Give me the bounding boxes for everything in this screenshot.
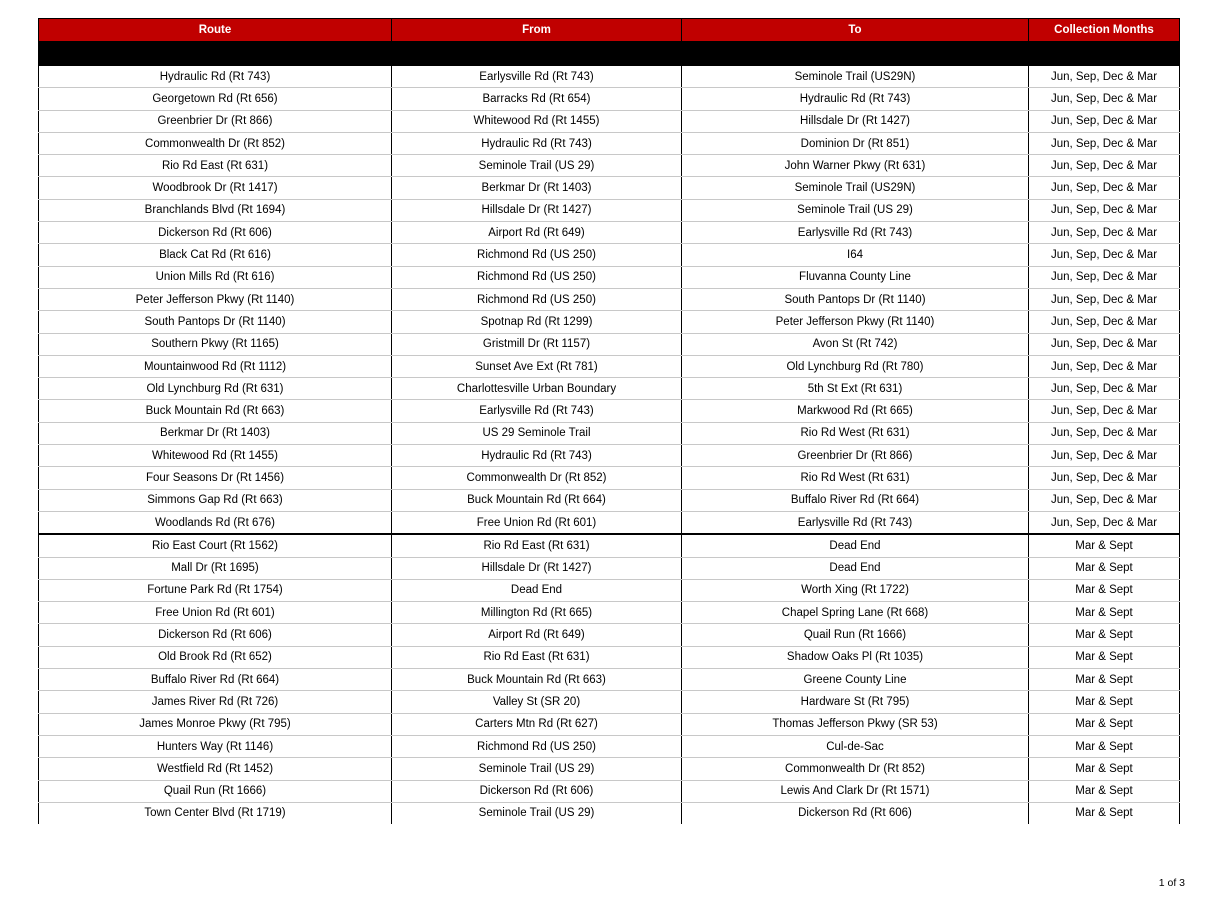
route-cell: Mall Dr (Rt 1695) xyxy=(39,557,392,579)
from-cell: Valley St (SR 20) xyxy=(392,691,682,713)
table-row xyxy=(39,378,1180,400)
from-cell: Airport Rd (Rt 649) xyxy=(392,624,682,646)
collection-months-cell: Jun, Sep, Dec & Mar xyxy=(1029,422,1180,444)
collection-months-cell: Jun, Sep, Dec & Mar xyxy=(1029,266,1180,288)
route-cell: Berkmar Dr (Rt 1403) xyxy=(39,422,392,444)
to-cell: 5th St Ext (Rt 631) xyxy=(682,378,1029,400)
route-cell: Whitewood Rd (Rt 1455) xyxy=(39,445,392,467)
collection-months-cell: Jun, Sep, Dec & Mar xyxy=(1029,110,1180,132)
from-cell: Hydraulic Rd (Rt 743) xyxy=(392,445,682,467)
route-cell: Union Mills Rd (Rt 616) xyxy=(39,266,392,288)
to-cell: Hydraulic Rd (Rt 743) xyxy=(682,88,1029,110)
from-cell: Earlysville Rd (Rt 743) xyxy=(392,66,682,88)
table-row xyxy=(39,266,1180,288)
collection-months-cell: Jun, Sep, Dec & Mar xyxy=(1029,311,1180,333)
from-cell: Earlysville Rd (Rt 743) xyxy=(392,400,682,422)
page-number: 1 of 3 xyxy=(1158,877,1185,889)
collection-months-cell: Mar & Sept xyxy=(1029,534,1180,557)
to-cell: Dominion Dr (Rt 851) xyxy=(682,132,1029,154)
from-cell: Rio Rd East (Rt 631) xyxy=(392,534,682,557)
table-row xyxy=(39,780,1180,802)
to-cell: Fluvanna County Line xyxy=(682,266,1029,288)
table-row xyxy=(39,713,1180,735)
to-cell: Seminole Trail (US 29) xyxy=(682,199,1029,221)
collection-months-cell: Jun, Sep, Dec & Mar xyxy=(1029,355,1180,377)
route-cell: Simmons Gap Rd (Rt 663) xyxy=(39,489,392,511)
collection-months-cell: Mar & Sept xyxy=(1029,780,1180,802)
header-band-cell xyxy=(39,42,1180,66)
collection-months-cell: Jun, Sep, Dec & Mar xyxy=(1029,467,1180,489)
route-cell: Rio East Court (Rt 1562) xyxy=(39,534,392,557)
table-row xyxy=(39,557,1180,579)
to-cell: Buffalo River Rd (Rt 664) xyxy=(682,489,1029,511)
route-cell: Westfield Rd (Rt 1452) xyxy=(39,758,392,780)
collection-months-cell: Mar & Sept xyxy=(1029,802,1180,824)
route-cell: Hydraulic Rd (Rt 743) xyxy=(39,66,392,88)
to-cell: Earlysville Rd (Rt 743) xyxy=(682,511,1029,534)
route-cell: Old Lynchburg Rd (Rt 631) xyxy=(39,378,392,400)
collection-months-cell: Mar & Sept xyxy=(1029,691,1180,713)
table-row xyxy=(39,311,1180,333)
from-cell: Richmond Rd (US 250) xyxy=(392,244,682,266)
to-cell: Old Lynchburg Rd (Rt 780) xyxy=(682,355,1029,377)
route-cell: South Pantops Dr (Rt 1140) xyxy=(39,311,392,333)
route-cell: Greenbrier Dr (Rt 866) xyxy=(39,110,392,132)
table-row xyxy=(39,88,1180,110)
collection-months-cell: Jun, Sep, Dec & Mar xyxy=(1029,400,1180,422)
route-cell: Southern Pkwy (Rt 1165) xyxy=(39,333,392,355)
to-cell: Dickerson Rd (Rt 606) xyxy=(682,802,1029,824)
to-cell: Rio Rd West (Rt 631) xyxy=(682,467,1029,489)
to-cell: John Warner Pkwy (Rt 631) xyxy=(682,155,1029,177)
route-cell: James River Rd (Rt 726) xyxy=(39,691,392,713)
collection-months-cell: Jun, Sep, Dec & Mar xyxy=(1029,66,1180,88)
route-cell: Dickerson Rd (Rt 606) xyxy=(39,222,392,244)
table-row xyxy=(39,333,1180,355)
table-row xyxy=(39,624,1180,646)
table-row xyxy=(39,646,1180,668)
route-cell: Branchlands Blvd (Rt 1694) xyxy=(39,199,392,221)
from-cell: Buck Mountain Rd (Rt 663) xyxy=(392,669,682,691)
to-cell: Greenbrier Dr (Rt 866) xyxy=(682,445,1029,467)
route-cell: Woodbrook Dr (Rt 1417) xyxy=(39,177,392,199)
table-row xyxy=(39,691,1180,713)
table-row xyxy=(39,155,1180,177)
table-row xyxy=(39,177,1180,199)
to-cell: Shadow Oaks Pl (Rt 1035) xyxy=(682,646,1029,668)
table-row xyxy=(39,422,1180,444)
route-cell: Mountainwood Rd (Rt 1112) xyxy=(39,355,392,377)
table-row xyxy=(39,758,1180,780)
to-cell: Avon St (Rt 742) xyxy=(682,333,1029,355)
from-cell: Airport Rd (Rt 649) xyxy=(392,222,682,244)
to-cell: Seminole Trail (US29N) xyxy=(682,177,1029,199)
from-cell: Carters Mtn Rd (Rt 627) xyxy=(392,713,682,735)
from-cell: Seminole Trail (US 29) xyxy=(392,802,682,824)
collection-months-cell: Jun, Sep, Dec & Mar xyxy=(1029,88,1180,110)
collection-months-cell: Mar & Sept xyxy=(1029,624,1180,646)
to-cell: I64 xyxy=(682,244,1029,266)
table-row xyxy=(39,355,1180,377)
route-cell: Georgetown Rd (Rt 656) xyxy=(39,88,392,110)
to-cell: Chapel Spring Lane (Rt 668) xyxy=(682,602,1029,624)
collection-months-cell: Jun, Sep, Dec & Mar xyxy=(1029,288,1180,310)
table-row xyxy=(39,445,1180,467)
table-row xyxy=(39,400,1180,422)
collection-months-cell: Mar & Sept xyxy=(1029,602,1180,624)
table-row xyxy=(39,669,1180,691)
from-cell: Berkmar Dr (Rt 1403) xyxy=(392,177,682,199)
from-cell: Seminole Trail (US 29) xyxy=(392,758,682,780)
from-cell: Rio Rd East (Rt 631) xyxy=(392,646,682,668)
table-row xyxy=(39,110,1180,132)
route-cell: Peter Jefferson Pkwy (Rt 1140) xyxy=(39,288,392,310)
collection-months-cell: Jun, Sep, Dec & Mar xyxy=(1029,489,1180,511)
from-cell: Dead End xyxy=(392,579,682,601)
table-row xyxy=(39,602,1180,624)
to-cell: Thomas Jefferson Pkwy (SR 53) xyxy=(682,713,1029,735)
column-header-from: From xyxy=(392,19,682,42)
table-body xyxy=(39,42,1180,825)
to-cell: Lewis And Clark Dr (Rt 1571) xyxy=(682,780,1029,802)
from-cell: US 29 Seminole Trail xyxy=(392,422,682,444)
table-row xyxy=(39,534,1180,557)
column-header-collection-months: Collection Months xyxy=(1029,19,1180,42)
route-collection-table xyxy=(38,18,1180,824)
collection-months-cell: Jun, Sep, Dec & Mar xyxy=(1029,132,1180,154)
to-cell: Earlysville Rd (Rt 743) xyxy=(682,222,1029,244)
table-row xyxy=(39,735,1180,757)
route-cell: Fortune Park Rd (Rt 1754) xyxy=(39,579,392,601)
route-cell: Free Union Rd (Rt 601) xyxy=(39,602,392,624)
route-cell: Four Seasons Dr (Rt 1456) xyxy=(39,467,392,489)
route-cell: Woodlands Rd (Rt 676) xyxy=(39,511,392,534)
table-row xyxy=(39,511,1180,534)
route-cell: James Monroe Pkwy (Rt 795) xyxy=(39,713,392,735)
from-cell: Dickerson Rd (Rt 606) xyxy=(392,780,682,802)
collection-months-cell: Mar & Sept xyxy=(1029,579,1180,601)
to-cell: Hardware St (Rt 795) xyxy=(682,691,1029,713)
column-header-to: To xyxy=(682,19,1029,42)
from-cell: Hydraulic Rd (Rt 743) xyxy=(392,132,682,154)
collection-months-cell: Mar & Sept xyxy=(1029,735,1180,757)
from-cell: Millington Rd (Rt 665) xyxy=(392,602,682,624)
table-row xyxy=(39,579,1180,601)
route-cell: Old Brook Rd (Rt 652) xyxy=(39,646,392,668)
collection-months-cell: Jun, Sep, Dec & Mar xyxy=(1029,155,1180,177)
route-cell: Black Cat Rd (Rt 616) xyxy=(39,244,392,266)
to-cell: Dead End xyxy=(682,557,1029,579)
route-cell: Buck Mountain Rd (Rt 663) xyxy=(39,400,392,422)
collection-months-cell: Mar & Sept xyxy=(1029,758,1180,780)
collection-months-cell: Jun, Sep, Dec & Mar xyxy=(1029,199,1180,221)
to-cell: Markwood Rd (Rt 665) xyxy=(682,400,1029,422)
header-band xyxy=(39,42,1180,66)
route-cell: Dickerson Rd (Rt 606) xyxy=(39,624,392,646)
collection-months-cell: Mar & Sept xyxy=(1029,646,1180,668)
collection-months-cell: Jun, Sep, Dec & Mar xyxy=(1029,244,1180,266)
from-cell: Barracks Rd (Rt 654) xyxy=(392,88,682,110)
to-cell: Quail Run (Rt 1666) xyxy=(682,624,1029,646)
table-header-row xyxy=(39,19,1180,42)
to-cell: Commonwealth Dr (Rt 852) xyxy=(682,758,1029,780)
route-cell: Buffalo River Rd (Rt 664) xyxy=(39,669,392,691)
from-cell: Spotnap Rd (Rt 1299) xyxy=(392,311,682,333)
from-cell: Sunset Ave Ext (Rt 781) xyxy=(392,355,682,377)
table-row xyxy=(39,199,1180,221)
collection-months-cell: Jun, Sep, Dec & Mar xyxy=(1029,333,1180,355)
from-cell: Free Union Rd (Rt 601) xyxy=(392,511,682,534)
from-cell: Buck Mountain Rd (Rt 664) xyxy=(392,489,682,511)
collection-months-cell: Jun, Sep, Dec & Mar xyxy=(1029,222,1180,244)
collection-months-cell: Jun, Sep, Dec & Mar xyxy=(1029,378,1180,400)
table-row xyxy=(39,802,1180,824)
from-cell: Gristmill Dr (Rt 1157) xyxy=(392,333,682,355)
from-cell: Whitewood Rd (Rt 1455) xyxy=(392,110,682,132)
route-cell: Hunters Way (Rt 1146) xyxy=(39,735,392,757)
from-cell: Richmond Rd (US 250) xyxy=(392,266,682,288)
from-cell: Seminole Trail (US 29) xyxy=(392,155,682,177)
from-cell: Richmond Rd (US 250) xyxy=(392,735,682,757)
from-cell: Hillsdale Dr (Rt 1427) xyxy=(392,199,682,221)
from-cell: Richmond Rd (US 250) xyxy=(392,288,682,310)
collection-months-cell: Jun, Sep, Dec & Mar xyxy=(1029,445,1180,467)
to-cell: Dead End xyxy=(682,534,1029,557)
to-cell: Hillsdale Dr (Rt 1427) xyxy=(682,110,1029,132)
table-row xyxy=(39,288,1180,310)
to-cell: South Pantops Dr (Rt 1140) xyxy=(682,288,1029,310)
collection-months-cell: Mar & Sept xyxy=(1029,557,1180,579)
to-cell: Seminole Trail (US29N) xyxy=(682,66,1029,88)
collection-months-cell: Jun, Sep, Dec & Mar xyxy=(1029,177,1180,199)
from-cell: Hillsdale Dr (Rt 1427) xyxy=(392,557,682,579)
column-header-route: Route xyxy=(39,19,392,42)
to-cell: Rio Rd West (Rt 631) xyxy=(682,422,1029,444)
route-cell: Rio Rd East (Rt 631) xyxy=(39,155,392,177)
table-row xyxy=(39,244,1180,266)
table-row xyxy=(39,66,1180,88)
route-cell: Town Center Blvd (Rt 1719) xyxy=(39,802,392,824)
collection-months-cell: Mar & Sept xyxy=(1029,713,1180,735)
to-cell: Greene County Line xyxy=(682,669,1029,691)
to-cell: Worth Xing (Rt 1722) xyxy=(682,579,1029,601)
table-row xyxy=(39,467,1180,489)
to-cell: Peter Jefferson Pkwy (Rt 1140) xyxy=(682,311,1029,333)
table-row xyxy=(39,489,1180,511)
table-row xyxy=(39,222,1180,244)
route-cell: Quail Run (Rt 1666) xyxy=(39,780,392,802)
collection-months-cell: Jun, Sep, Dec & Mar xyxy=(1029,511,1180,534)
route-cell: Commonwealth Dr (Rt 852) xyxy=(39,132,392,154)
table-row xyxy=(39,132,1180,154)
to-cell: Cul-de-Sac xyxy=(682,735,1029,757)
collection-months-cell: Mar & Sept xyxy=(1029,669,1180,691)
from-cell: Commonwealth Dr (Rt 852) xyxy=(392,467,682,489)
from-cell: Charlottesville Urban Boundary xyxy=(392,378,682,400)
